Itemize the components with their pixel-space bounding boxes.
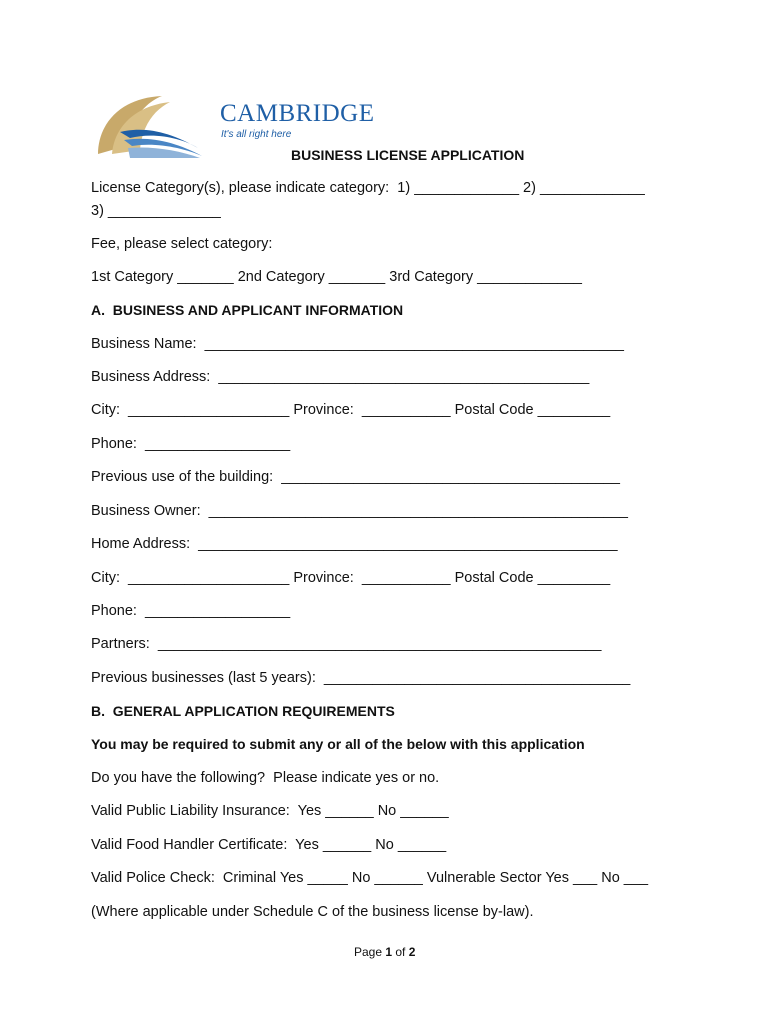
logo-wordmark: CAMBRIDGE (220, 100, 375, 127)
partners-field[interactable]: Partners: _______________________________________________________ (91, 636, 602, 652)
food-handler-field[interactable]: Valid Food Handler Certificate: Yes ______ No ______ (91, 837, 447, 853)
current-page: 1 (385, 945, 393, 959)
liability-insurance-field[interactable]: Valid Public Liability Insurance: Yes ______ No ______ (91, 803, 449, 819)
section-b-subheading: You may be required to submit any or all of the below with this application (91, 736, 585, 752)
business-address-field[interactable]: Business Address: ______________________________________________ (91, 369, 590, 385)
business-city-province-postal-field[interactable]: City: ____________________ Province: ___________ Postal Code _________ (91, 402, 611, 418)
fee-label: Fee, please select category: (91, 236, 273, 252)
page-number (354, 945, 415, 959)
previous-businesses-field[interactable]: Previous businesses (last 5 years): ______________________________________ (91, 670, 631, 686)
page-word: Page (354, 945, 386, 959)
business-owner-field[interactable]: Business Owner: ____________________________________________________ (91, 503, 628, 519)
business-phone-field[interactable]: Phone: __________________ (91, 436, 291, 452)
license-category-3-line[interactable]: 3) ______________ (91, 203, 221, 219)
cambridge-logo (90, 92, 375, 158)
business-name-field[interactable]: Business Name: ____________________________________________________ (91, 336, 624, 352)
owner-city-province-postal-field[interactable]: City: ____________________ Province: ___________ Postal Code _________ (91, 570, 611, 586)
owner-phone-field[interactable]: Phone: __________________ (91, 603, 291, 619)
swoosh-logo-icon (90, 92, 220, 158)
schedule-c-note: (Where applicable under Schedule C of the business license by-law). (91, 904, 534, 920)
section-a-heading: A. BUSINESS AND APPLICANT INFORMATION (91, 302, 404, 318)
home-address-field[interactable]: Home Address: ____________________________________________________ (91, 536, 618, 552)
form-title: BUSINESS LICENSE APPLICATION (291, 147, 525, 163)
total-pages: 2 (408, 945, 416, 959)
police-check-field[interactable]: Valid Police Check: Criminal Yes _____ No ______ Vulnerable Sector Yes ___ No ___ (91, 870, 649, 886)
fee-category-line[interactable]: 1st Category _______ 2nd Category _______ 3rd Category _____________ (91, 269, 582, 285)
of-word: of (392, 945, 409, 959)
requirements-instruction: Do you have the following? Please indicate yes or no. (91, 770, 440, 786)
license-category-line[interactable]: License Category(s), please indicate category: 1) _____________ 2) _____________ (91, 180, 645, 196)
logo-tagline: It's all right here (221, 129, 292, 140)
section-b-heading: B. GENERAL APPLICATION REQUIREMENTS (91, 703, 395, 719)
previous-use-field[interactable]: Previous use of the building: __________________________________________ (91, 469, 620, 485)
